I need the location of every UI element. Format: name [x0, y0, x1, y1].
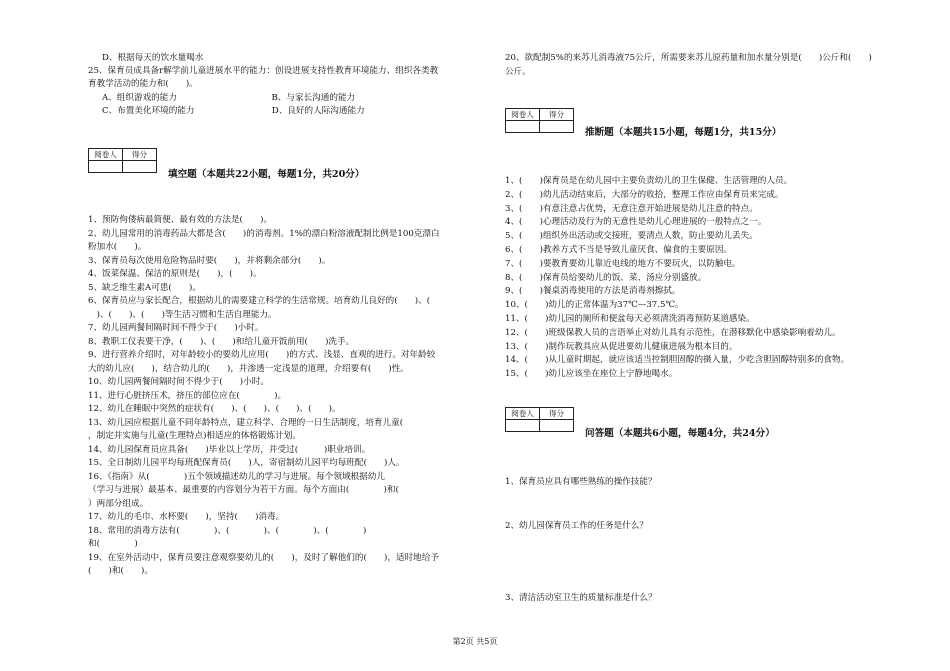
score-cell [540, 121, 574, 133]
page-footer: 第2页 共5页 [452, 637, 498, 646]
judge-question: 2、( )幼儿活动结束后，大部分的收拾，整理工作应由保育员来完成。 [505, 189, 784, 200]
judge-question: 13、( )制作玩教具应从促进要幼儿健康进展为根本目的。 [505, 341, 738, 352]
reviewer-label: 阅卷人 [506, 408, 540, 420]
question-line: 17、幼儿的毛巾、水杯要( )，坚持( )消毒。 [88, 512, 285, 522]
question-line: 粉加水( )。 [88, 242, 147, 252]
question-line: 1、预防佝偻病最简便、最有效的方法是( )。 [88, 215, 273, 225]
question-line: ，制定并实施与儿童(生理特点)相适应的体格锻炼计划。 [88, 431, 301, 441]
judge-question: 12、( )班级保教人员的言语举止对幼儿具有示范性，在潜移默化中感染影响着幼儿。 [505, 327, 841, 338]
question-line: 18、常用的消毒方法有( )、( )、( )、( ) [88, 525, 367, 536]
score-box-judge [505, 108, 574, 133]
question-line: 9、进行营养介绍时，对年龄较小的要幼儿应用( )的方式、浅显、直观的进行。对年龄较 [88, 350, 436, 360]
question-line: （学习与进展）最基本、最重要的内容划分为若干方面。每个方面由( )和( [88, 485, 399, 495]
question-line: 20、欲配制5%的来苏儿消毒液75公斤，所需要来苏儿原药量和加水量分别是( )公斤和( ) [505, 53, 872, 63]
judge-question: 6、( )教养方式不当是导致儿童厌食、偏食的主要原因。 [505, 245, 733, 255]
judge-question: 4、( )心理活动及行为的无意性是幼儿心理进展的一般特点之一。 [505, 217, 767, 228]
text-line: 25、保育员成具备r解学前儿童进展水平的能力：创设进展支持性教育环境能力、组织各类教 [88, 66, 439, 77]
question-line: 10、幼儿园两餐间隔时间不得少于( )小时。 [88, 377, 269, 387]
qa-question: 1、保育员应具有哪些熟练的操作技能？ [505, 477, 657, 487]
question-line: 4、饭菜保温、保洁的原则是( )，( )。 [88, 269, 262, 279]
judge-section-title: 推断题（本题共15小题，每题1分，共15分） [585, 127, 782, 138]
question-line: 14、幼儿园保育员应具备( )毕业以上学历，并受过( )职业培训。 [88, 444, 371, 455]
text-line: A、组织游戏的能力 B、与家长沟通的能力 [102, 92, 356, 103]
score-label: 得分 [540, 408, 574, 420]
question-line: 16、《指南》从( )五个领域描述幼儿的学习与进展。每个领域根据幼儿 [88, 471, 385, 482]
score-box-fill-blank [88, 148, 157, 173]
qa-question: 3、清洁活动室卫生的质量标准是什么？ [505, 593, 657, 603]
reviewer-cell [506, 420, 540, 432]
question-line: 19、在室外活动中，保育员要注意观察要幼儿的( )，及时了解他们的( )，适时地给予 [88, 552, 439, 563]
score-label: 得分 [540, 109, 574, 121]
question-line: 13、幼儿园应根据儿童不同年龄特点，建立科学、合理的一日生活制度，培育儿童( [88, 417, 404, 428]
judge-question: 5、( )组织外出活动或交接班，要清点人数，防止要幼儿丢失。 [505, 231, 758, 242]
judge-question: 11、( )幼儿园的厕所和便盆每天必须清洗消毒预防某道感染。 [505, 314, 755, 324]
question-line: 12、幼儿在睡眠中突然的症状有( )、( )、( )、( )。 [88, 404, 341, 414]
question-line: 6、保育员应与家长配合，根据幼儿的需要建立科学的生活常规。培育幼儿良好的( )、( [88, 296, 431, 306]
score-cell [540, 420, 574, 432]
text-line: 育教学活动的能力和( )。 [88, 79, 198, 90]
question-line: 5、缺乏维生素A可患( )。 [88, 282, 201, 293]
judge-question: 9、( )餐桌消毒使用的方法是消毒剂擦拭。 [505, 286, 681, 297]
question-line: )、( )、( )等生活习惯和生活自理能力。 [88, 309, 277, 320]
score-label: 得分 [123, 149, 157, 161]
judge-question: 7、( )要教育要幼儿靠近电线的地方不要玩火，以防触电。 [505, 258, 741, 269]
fill-blank-section-title: 填空题（本题共22小题，每题1分，共20分） [168, 169, 365, 180]
text-line: C、布置美化环境的能力 D、良好的人际沟通能力 [102, 105, 365, 116]
question-line: ）两部分组成。 [88, 498, 149, 509]
judge-question: 3、( )有意注意占优势，无意注意开始进展是幼儿注意的特点。 [505, 203, 758, 214]
reviewer-cell [89, 161, 123, 173]
qa-section-title: 问答题（本题共6小题，每题4分，共24分） [585, 428, 775, 439]
reviewer-label: 阅卷人 [89, 149, 123, 161]
judge-question: 1、( )保育员是在幼儿园中主要负责幼儿的卫生保健、生活管理的人员。 [505, 176, 793, 186]
question-line: 公斤。 [505, 66, 531, 77]
question-line: 8、教职工仪表要干净，( )、( )和给儿童开饭前用( )洗手。 [88, 336, 355, 347]
question-line: 大的幼儿应( )，结合幼儿的( )，并渗透一定浅显的道理，介绍要有( )性。 [88, 363, 409, 374]
judge-question: 14、( )从儿童时期起，就应该适当控制胆固醇的摄入量，少吃含胆固醇特别多的食物。 [505, 355, 850, 366]
score-cell [123, 161, 157, 173]
question-line: 2、幼儿园常用的消毒药品大都是含( )的消毒剂。1%的漂白粉溶液配制比例是100克漂白 [88, 228, 440, 239]
question-line: 11、进行心脏挤压术，挤压的部位应在( )。 [88, 390, 287, 401]
question-line: 15、全日制幼儿园平均每班配保育员( )人，寄宿制幼儿园平均每班配( )人。 [88, 458, 405, 468]
question-line: ( )和( )。 [88, 566, 153, 576]
judge-question: 10、( )幼儿的正常体温为37℃—37.5℃。 [505, 300, 684, 311]
score-box-qa [505, 407, 574, 432]
question-line: 和( ) [88, 539, 138, 549]
text-line: D、根据每天的饮水量喝水 [102, 53, 204, 63]
question-line: 3、保育员每次使用危险物品时要( )，并将剩余部分( )。 [88, 255, 331, 266]
reviewer-label: 阅卷人 [506, 109, 540, 121]
question-line: 7、幼儿园两餐间隔时间不得少于( )小时。 [88, 323, 264, 333]
judge-question: 8、( )保育员给要幼儿的饭、菜、汤应分别盛放。 [505, 272, 707, 283]
judge-question: 15、( )幼儿应该坐在座位上宁静地喝水。 [505, 369, 678, 380]
qa-question: 2、幼儿园保育员工作的任务是什么？ [505, 521, 648, 531]
reviewer-cell [506, 121, 540, 133]
